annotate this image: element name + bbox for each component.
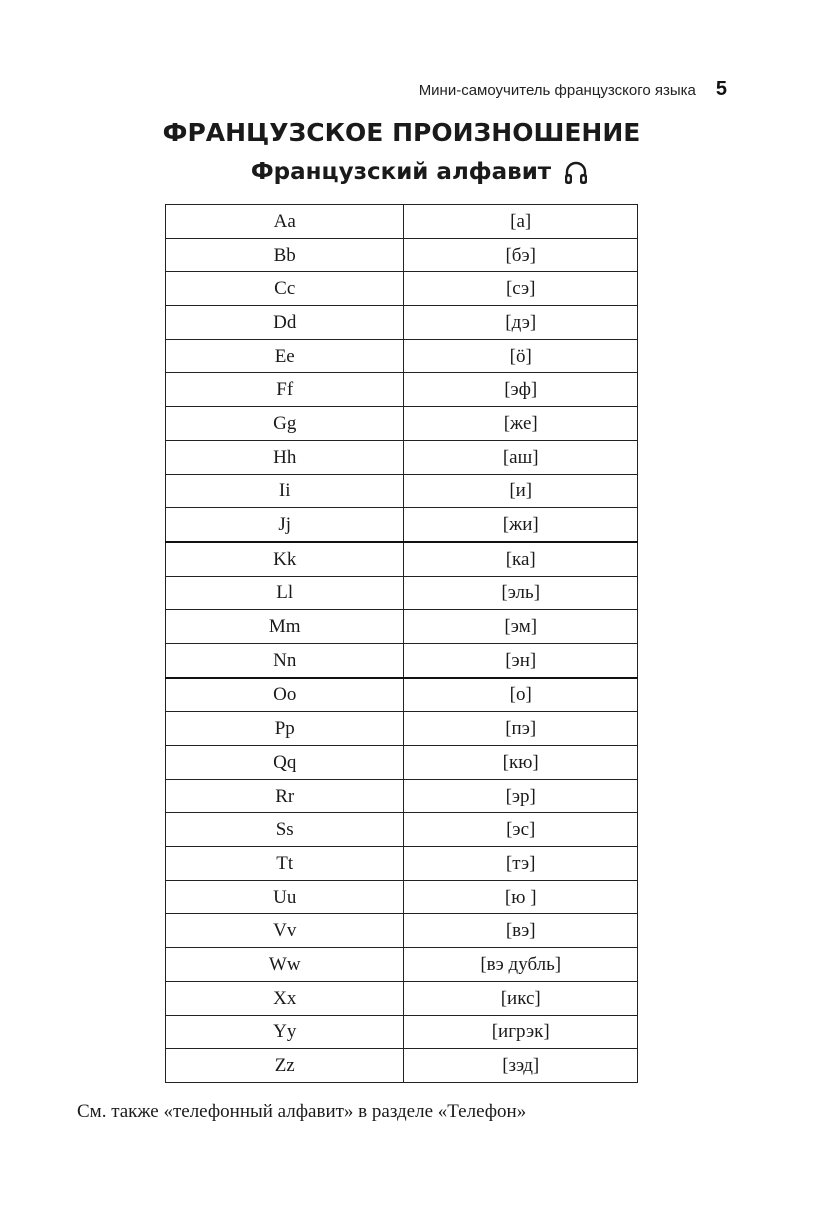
pronunciation-cell: [эн] — [404, 643, 638, 677]
table-row — [166, 306, 638, 340]
pronunciation-cell: [эль] — [404, 576, 638, 610]
pronunciation-cell: [а] — [404, 205, 638, 239]
letter-cell: Kk — [166, 542, 404, 576]
alphabet-table — [165, 204, 638, 1083]
pronunciation-cell: [икс] — [404, 981, 638, 1015]
letter-cell: Ww — [166, 948, 404, 982]
table-row — [166, 847, 638, 881]
pronunciation-cell: [жи] — [404, 508, 638, 542]
pronunciation-cell: [ка] — [404, 542, 638, 576]
table-row — [166, 205, 638, 239]
letter-cell: Ee — [166, 339, 404, 373]
pronunciation-cell: [аш] — [404, 440, 638, 474]
table-row — [166, 981, 638, 1015]
letter-cell: Mm — [166, 610, 404, 644]
table-row — [166, 339, 638, 373]
letter-cell: Ss — [166, 813, 404, 847]
letter-cell: Rr — [166, 779, 404, 813]
table-row — [166, 542, 638, 576]
table-row — [166, 610, 638, 644]
letter-cell: Ff — [166, 373, 404, 407]
running-title: Мини-самоучитель французского языка — [418, 82, 696, 99]
letter-cell: Gg — [166, 407, 404, 441]
letter-cell: Nn — [166, 643, 404, 677]
pronunciation-cell: [о] — [404, 678, 638, 712]
table-row — [166, 746, 638, 780]
table-row — [166, 914, 638, 948]
table-row — [166, 576, 638, 610]
table-row — [166, 407, 638, 441]
letter-cell: Hh — [166, 440, 404, 474]
running-header — [419, 78, 727, 102]
pronunciation-cell: [пэ] — [404, 712, 638, 746]
letter-cell: Bb — [166, 238, 404, 272]
letter-cell: Tt — [166, 847, 404, 881]
headphones-icon[interactable] — [563, 160, 589, 186]
letter-cell: Ii — [166, 474, 404, 508]
pronunciation-cell: [вэ] — [404, 914, 638, 948]
table-row — [166, 474, 638, 508]
subtitle-row — [0, 158, 827, 186]
pronunciation-cell: [кю] — [404, 746, 638, 780]
table-row — [166, 948, 638, 982]
table-row — [166, 272, 638, 306]
section-title: ФРАНЦУЗСКОЕ ПРОИЗНОШЕНИЕ — [162, 118, 641, 147]
pronunciation-cell: [ö] — [404, 339, 638, 373]
pronunciation-cell: [и] — [404, 474, 638, 508]
letter-cell: Jj — [166, 508, 404, 542]
pronunciation-cell: [сэ] — [404, 272, 638, 306]
footnote: См. также «телефонный алфавит» в разделе «Телефон» — [77, 1101, 527, 1122]
pronunciation-cell: [дэ] — [404, 306, 638, 340]
table-row — [166, 508, 638, 542]
letter-cell: Pp — [166, 712, 404, 746]
table-row — [166, 779, 638, 813]
table-row — [166, 712, 638, 746]
letter-cell: Cc — [166, 272, 404, 306]
letter-cell: Xx — [166, 981, 404, 1015]
table-row — [166, 813, 638, 847]
letter-cell: Uu — [166, 880, 404, 914]
page-number: 5 — [715, 78, 727, 100]
table-row — [166, 1049, 638, 1083]
pronunciation-cell: [тэ] — [404, 847, 638, 881]
letter-cell: Vv — [166, 914, 404, 948]
pronunciation-cell: [ю ] — [404, 880, 638, 914]
letter-cell: Dd — [166, 306, 404, 340]
table-row — [166, 238, 638, 272]
letter-cell: Ll — [166, 576, 404, 610]
letter-cell: Oo — [166, 678, 404, 712]
pronunciation-cell: [же] — [404, 407, 638, 441]
table-row — [166, 643, 638, 677]
table-row — [166, 678, 638, 712]
alphabet-table-body — [166, 205, 638, 1083]
letter-cell: Aa — [166, 205, 404, 239]
pronunciation-cell: [зэд] — [404, 1049, 638, 1083]
table-row — [166, 440, 638, 474]
pronunciation-cell: [вэ дубль] — [404, 948, 638, 982]
subtitle: Французский алфавит — [250, 159, 552, 185]
table-row — [166, 880, 638, 914]
table-row — [166, 1015, 638, 1049]
letter-cell: Qq — [166, 746, 404, 780]
pronunciation-cell: [эм] — [404, 610, 638, 644]
pronunciation-cell: [эс] — [404, 813, 638, 847]
pronunciation-cell: [эф] — [404, 373, 638, 407]
pronunciation-cell: [бэ] — [404, 238, 638, 272]
letter-cell: Zz — [166, 1049, 404, 1083]
letter-cell: Yy — [166, 1015, 404, 1049]
table-row — [166, 373, 638, 407]
pronunciation-cell: [игрэк] — [404, 1015, 638, 1049]
pronunciation-cell: [эр] — [404, 779, 638, 813]
